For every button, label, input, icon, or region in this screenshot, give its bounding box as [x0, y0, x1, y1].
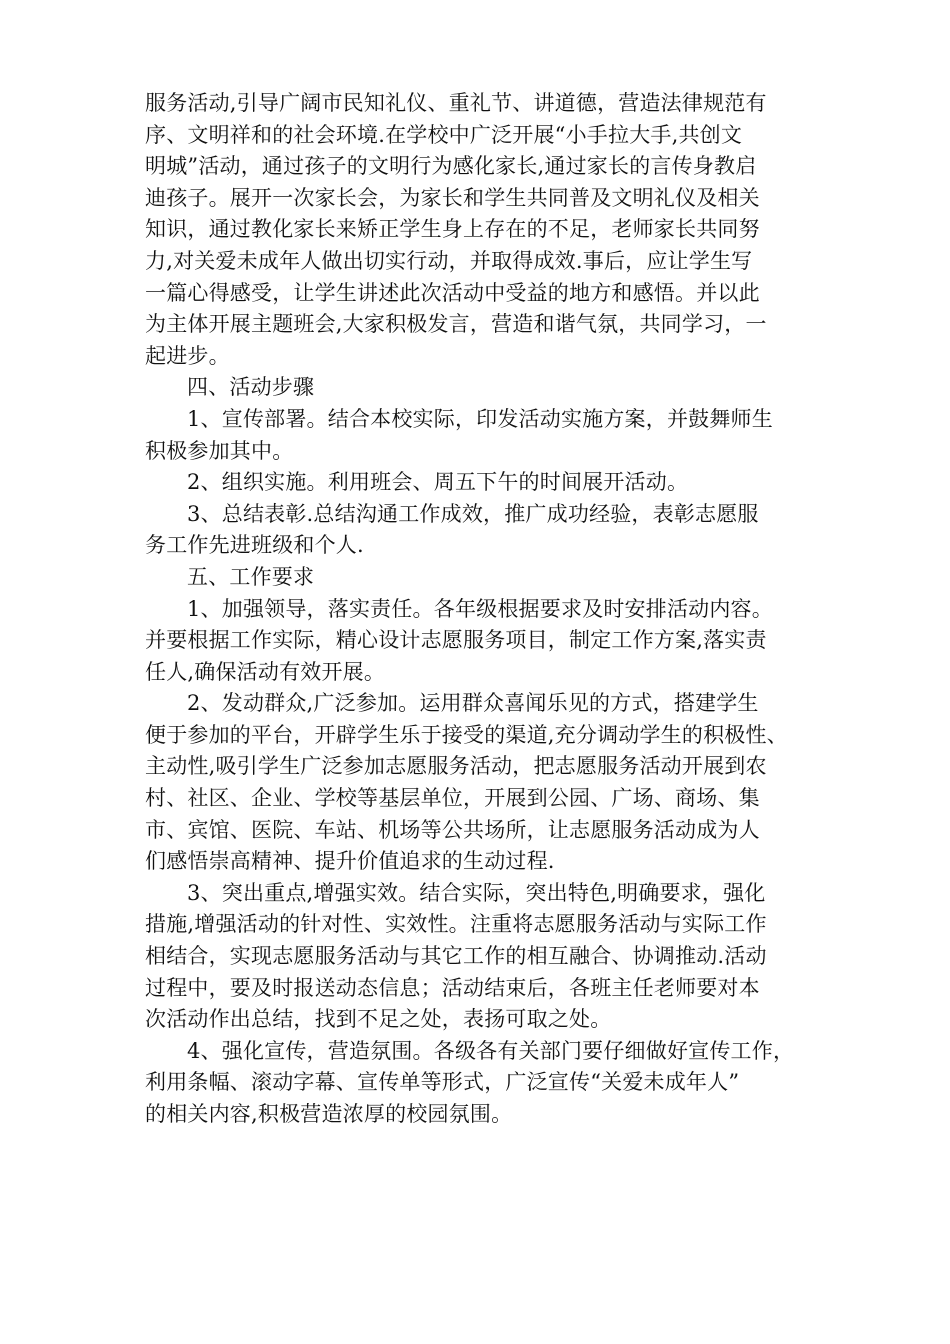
text-line: 知识，通过教化家长来矫正学生身上存在的不足，老师家长共同努: [145, 217, 760, 242]
text-line: 利用条幅、滚动字幕、宣传单等形式，广泛宣传“关爱未成年人”: [145, 1070, 740, 1095]
text-line: 相结合，实现志愿服务活动与其它工作的相互融合、协调推动.活动: [145, 944, 767, 969]
text-line: 3、总结表彰.总结沟通工作成效，推广成功经验，表彰志愿服: [187, 501, 759, 526]
text-line: 便于参加的平台，开辟学生乐于接受的渠道,充分调动学生的积极性、: [145, 722, 788, 747]
text-line: 4、强化宣传，营造氛围。各级各有关部门要仔细做好宣传工作，: [187, 1038, 795, 1063]
text-line: 的相关内容,积极营造浓厚的校园氛围。: [145, 1102, 513, 1126]
text-line: 四、活动步骤: [187, 375, 315, 400]
text-line: 措施,增强活动的针对性、实效性。注重将志愿服务活动与实际工作: [145, 912, 767, 937]
text-line: 2、组织实施。利用班会、周五下午的时间展开活动。: [187, 470, 689, 495]
text-line: 1、加强领导，落实责任。各年级根据要求及时安排活动内容。: [187, 596, 773, 621]
text-line: 明城”活动，通过孩子的文明行为感化家长,通过家长的言传身教启: [145, 154, 757, 179]
text-line: 1、宣传部署。结合本校实际，印发活动实施方案，并鼓舞师生: [187, 406, 773, 431]
text-line: 村、社区、企业、学校等基层单位，开展到公园、广场、商场、集: [145, 786, 760, 811]
text-line: 一篇心得感受，让学生讲述此次活动中受益的地方和感悟。并以此: [145, 280, 760, 305]
text-line: 3、突出重点,增强实效。结合实际，突出特色,明确要求，强化: [187, 880, 766, 905]
text-line: 起进步。: [145, 343, 230, 368]
text-line: 次活动作出总结，找到不足之处，表扬可取之处。: [145, 1007, 612, 1032]
text-line: 积极参加其中。: [145, 438, 294, 463]
text-line: 为主体开展主题班会,大家积极发言，营造和谐气氛，共同学习，一: [145, 312, 767, 337]
text-line: 序、文明祥和的社会环境.在学校中广泛开展“小手拉大手,共创文: [145, 122, 743, 147]
text-line: 力,对关爱未成年人做出切实行动，并取得成效.事后，应让学生写: [145, 248, 753, 273]
text-line: 五、工作要求: [187, 564, 315, 589]
text-line: 们感悟崇高精神、提升价值追求的生动过程.: [145, 849, 555, 874]
text-line: 过程中，要及时报送动态信息；活动结束后，各班主任老师要对本: [145, 975, 760, 1000]
text-line: 任人,确保活动有效开展。: [145, 659, 386, 684]
text-line: 2、发动群众,广泛参加。运用群众喜闻乐见的方式，搭建学生: [187, 691, 759, 716]
text-line: 务工作先进班级和个人.: [145, 533, 364, 558]
text-line: 服务活动,引导广阔市民知礼仪、重礼节、讲道德，营造法律规范有: [145, 91, 767, 115]
document-body: [145, 88, 825, 1131]
text-line: 主动性,吸引学生广泛参加志愿服务活动，把志愿服务活动开展到农: [145, 754, 767, 779]
text-line: 并要根据工作实际，精心设计志愿服务项目，制定工作方案,落实责: [145, 628, 767, 653]
text-line: 市、宾馆、医院、车站、机场等公共场所，让志愿服务活动成为人: [145, 817, 760, 842]
text-line: 迪孩子。展开一次家长会，为家长和学生共同普及文明礼仪及相关: [145, 185, 760, 210]
